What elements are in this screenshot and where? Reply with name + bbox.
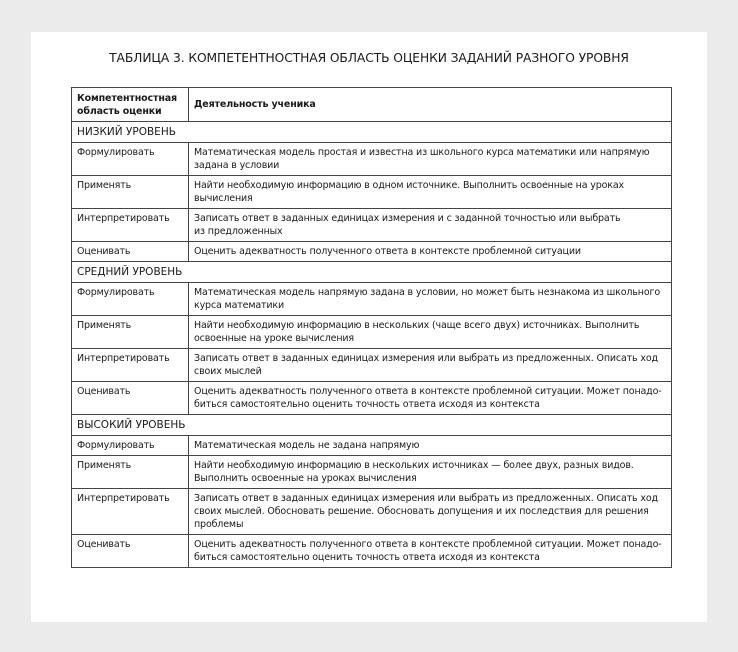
- table-row: [72, 176, 672, 209]
- level-heading-row: [72, 122, 672, 143]
- table-header-row: [72, 88, 672, 122]
- header-competency-area-line1: Компетентностная: [77, 92, 177, 104]
- activity-cell: [189, 242, 672, 262]
- table-row: [72, 283, 672, 316]
- table-row: [72, 316, 672, 349]
- competency-area-cell: Оценивать: [72, 382, 189, 415]
- header-competency-area: [72, 88, 189, 122]
- activity-line: Записать ответ в заданных единицах измерения или выбрать из предложенных. Описать ход: [194, 353, 658, 364]
- competency-area-cell: Применять: [72, 456, 189, 489]
- table-body: [72, 122, 672, 568]
- table-row: [72, 143, 672, 176]
- activity-line: биться самостоятельно оценить точность ответа исходя из контекста: [194, 552, 540, 563]
- activity-cell: [189, 176, 672, 209]
- activity-cell: [189, 382, 672, 415]
- activity-line: курса математики: [194, 300, 285, 311]
- table-row: [72, 382, 672, 415]
- header-student-activity: Деятельность ученика: [189, 88, 672, 122]
- competency-area-cell: Формулировать: [72, 283, 189, 316]
- table-row: [72, 436, 672, 456]
- competency-area-cell: Оценивать: [72, 242, 189, 262]
- table-row: [72, 456, 672, 489]
- activity-cell: [189, 349, 672, 382]
- activity-line: Математическая модель напрямую задана в условии, но может быть незнакома из школьного: [194, 287, 661, 298]
- activity-line: Найти необходимую информацию в нескольких источниках — более двух, разных видов.: [194, 460, 634, 471]
- activity-line: из предложенных: [194, 226, 283, 237]
- competency-area-cell: Формулировать: [72, 143, 189, 176]
- activity-line: освоенные на уроке вычисления: [194, 333, 354, 344]
- activity-cell: [189, 535, 672, 568]
- table-row: [72, 209, 672, 242]
- table-row: [72, 535, 672, 568]
- activity-cell: [189, 316, 672, 349]
- level-heading-row: [72, 415, 672, 436]
- competency-table: [71, 87, 672, 568]
- activity-line: своих мыслей: [194, 366, 262, 377]
- competency-area-cell: Интерпретировать: [72, 489, 189, 535]
- competency-area-cell: Интерпретировать: [72, 209, 189, 242]
- activity-line: Математическая модель простая и известна из школьного курса математики или напрямую: [194, 147, 650, 158]
- activity-cell: [189, 456, 672, 489]
- activity-line: Математическая модель не задана напрямую: [194, 440, 420, 451]
- table-row: [72, 242, 672, 262]
- competency-area-cell: Формулировать: [72, 436, 189, 456]
- competency-area-cell: Интерпретировать: [72, 349, 189, 382]
- level-heading: НИЗКИЙ УРОВЕНЬ: [72, 122, 672, 143]
- competency-area-cell: Применять: [72, 316, 189, 349]
- activity-line: своих мыслей. Обосновать решение. Обосновать допущения и их последствия для решения: [194, 506, 649, 517]
- activity-line: Выполнить освоенные на уроках вычисления: [194, 473, 417, 484]
- table-title: ТАБЛИЦА 3. КОМПЕТЕНТНОСТНАЯ ОБЛАСТЬ ОЦЕНКИ ЗАДАНИЙ РАЗНОГО УРОВНЯ: [109, 51, 629, 65]
- activity-line: вычисления: [194, 193, 253, 204]
- activity-line: Записать ответ в заданных единицах измерения и с заданной точностью или выбрать: [194, 213, 621, 224]
- table-row: [72, 349, 672, 382]
- activity-line: проблемы: [194, 519, 244, 530]
- activity-cell: [189, 489, 672, 535]
- competency-area-cell: Применять: [72, 176, 189, 209]
- level-heading: ВЫСОКИЙ УРОВЕНЬ: [72, 415, 672, 436]
- activity-cell: [189, 143, 672, 176]
- activity-line: Оценить адекватность полученного ответа в контексте проблемной ситуации: [194, 246, 581, 257]
- activity-line: Оценить адекватность полученного ответа в контексте проблемной ситуации. Может понадо-: [194, 386, 662, 397]
- activity-cell: [189, 436, 672, 456]
- activity-line: Найти необходимую информацию в нескольких (чаще всего двух) источниках. Выполнить: [194, 320, 640, 331]
- level-heading: СРЕДНИЙ УРОВЕНЬ: [72, 262, 672, 283]
- table-row: [72, 489, 672, 535]
- competency-area-cell: Оценивать: [72, 535, 189, 568]
- activity-line: Записать ответ в заданных единицах измерения или выбрать из предложенных. Описать ход: [194, 493, 658, 504]
- header-competency-area-line2: область оценки: [77, 105, 162, 117]
- activity-line: Оценить адекватность полученного ответа в контексте проблемной ситуации. Может понадо-: [194, 539, 662, 550]
- activity-line: биться самостоятельно оценить точность ответа исходя из контекста: [194, 399, 540, 410]
- activity-line: задана в условии: [194, 160, 280, 171]
- document-page: [31, 32, 707, 622]
- activity-cell: [189, 283, 672, 316]
- activity-line: Найти необходимую информацию в одном источнике. Выполнить освоенные на уроках: [194, 180, 625, 191]
- activity-cell: [189, 209, 672, 242]
- level-heading-row: [72, 262, 672, 283]
